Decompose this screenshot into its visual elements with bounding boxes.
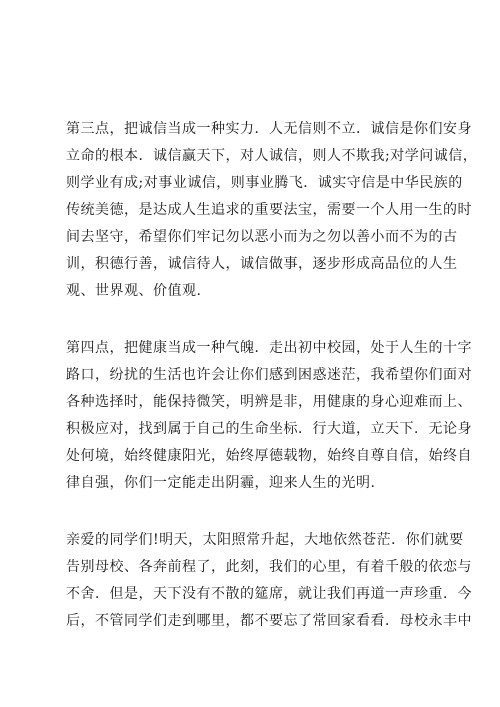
paragraph-3-line-4: 后，不管同学们走到哪里，都不要忘了常回家看看．母校永丰中 <box>66 613 472 629</box>
paragraph-2-line-5: 处何境，始终健康阳光，始终厚德载物，始终自尊自信，始终自 <box>66 448 472 464</box>
paragraph-1-line-4: 传统美德，是达成人生追求的重要法宝，需要一个人用一生的时 <box>66 202 472 218</box>
paragraph-3-line-3: 不舍．但是，天下没有不散的筵席，就让我们再道一声珍重．今 <box>66 586 472 602</box>
paragraph-2-line-2: 路口，纷扰的生活也许会让你们感到困惑迷茫，我希望你们面对 <box>66 367 472 383</box>
paragraph-1-line-5: 间去坚守，希望你们牢记勿以恶小而为之勿以善小而不为的古 <box>66 229 458 245</box>
paragraph-2-line-1: 第四点，把健康当成一种气魄．走出初中校园，处于人生的十字 <box>66 340 472 356</box>
paragraph-3-line-2: 告别母校、各奔前程了，此刻，我们的心里，有着千般的依恋与 <box>66 559 472 575</box>
paragraph-1-line-2: 立命的根本．诚信赢天下，对人诚信，则人不欺我;对学问诚信， <box>66 148 478 164</box>
paragraph-1-line-3: 则学业有成;对事业诚信，则事业腾飞．诚实守信是中华民族的 <box>66 175 463 191</box>
paragraph-1-line-6: 训，积德行善，诚信待人，诚信做事，逐步形成高品位的人生 <box>66 256 458 272</box>
paragraph-2-line-3: 各种选择时，能保持微笑，明辨是非，用健康的身心迎难而上、 <box>66 394 472 410</box>
paragraph-2-line-6: 律自强，你们一定能走出阴霾，迎来人生的光明. <box>66 475 376 491</box>
paragraph-2-line-4: 积极应对，找到属于自己的生命坐标．行大道，立天下．无论身 <box>66 421 472 437</box>
paragraph-1-line-7: 观、世界观、价值观. <box>66 283 202 299</box>
paragraph-3-line-1: 亲爱的同学们!明天，太阳照常升起，大地依然苍茫．你们就要 <box>66 532 464 548</box>
paragraph-1-line-1: 第三点，把诚信当成一种实力．人无信则不立．诚信是你们安身 <box>66 121 472 137</box>
